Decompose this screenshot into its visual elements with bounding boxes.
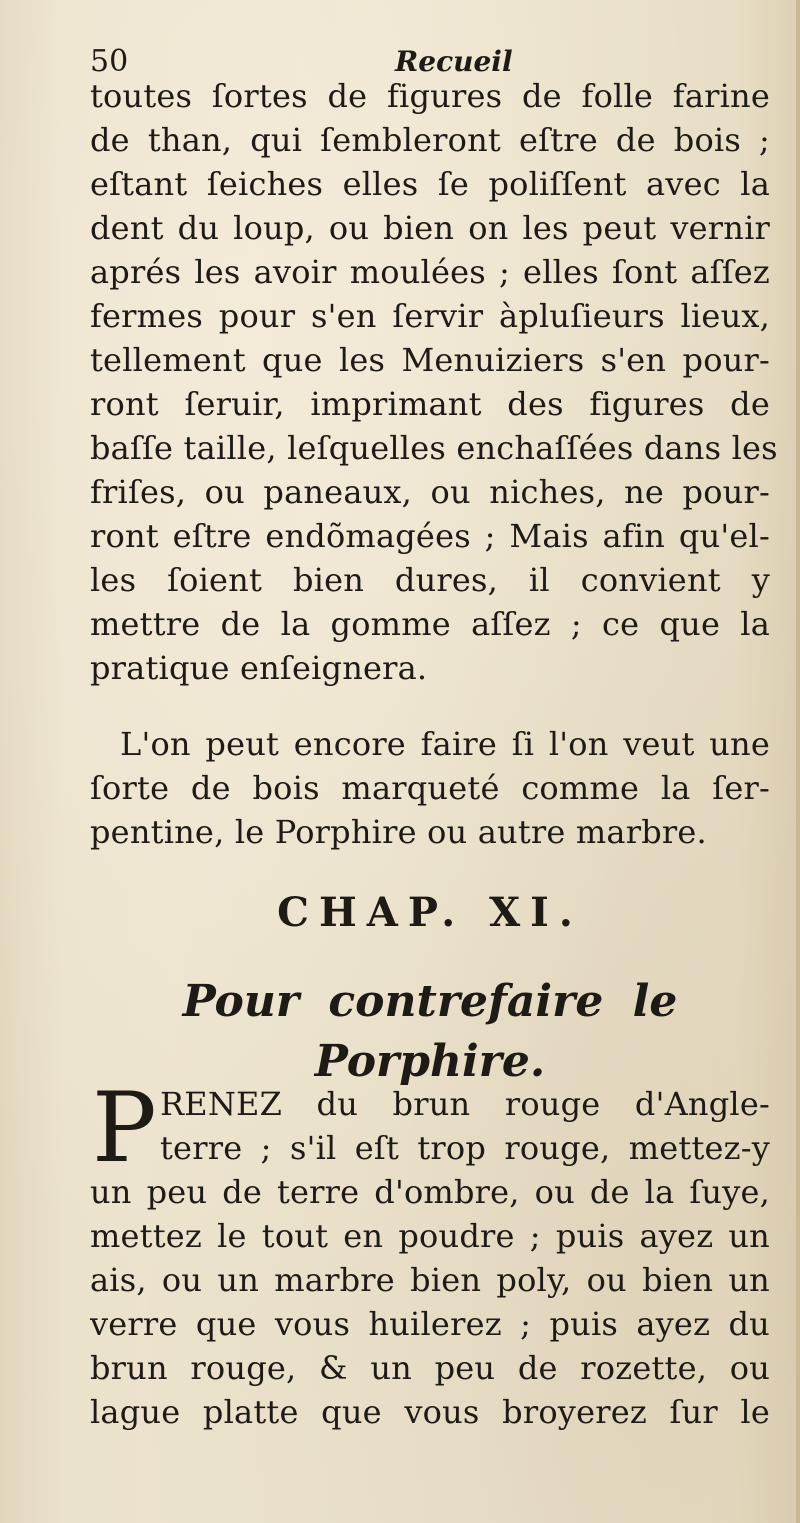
text-line: toutes ſortes de figures de folle farine <box>90 77 770 115</box>
text-line: RENEZ du brun rouge d'Angle- <box>160 1085 770 1123</box>
text-line: mettez le tout en poudre ; puis ayez un <box>90 1217 770 1255</box>
text-line: tellement que les Menuiziers s'en pour- <box>90 341 770 379</box>
paragraph-3 <box>90 1072 770 1434</box>
drop-cap: P <box>92 1072 157 1184</box>
text-line: friſes, ou paneaux, ou niches, ne pour- <box>90 473 770 511</box>
text-line: dent du loup, ou bien on les peut vernir <box>90 209 770 247</box>
text-line: baſſe taille, leſquelles enchaſſées dans les <box>90 429 778 467</box>
chapter-title: Pour contrefaire le Porphire. <box>182 976 678 1087</box>
chapter-heading: CHAP. XI. <box>277 889 583 936</box>
text-line: un peu de terre d'ombre, ou de la ſuye, <box>90 1173 770 1211</box>
text-line: lague platte que vous broyerez ſur le <box>90 1393 770 1431</box>
text-line: brun rouge, & un peu de rozette, ou <box>90 1349 770 1387</box>
paragraph-2 <box>90 722 770 854</box>
text-line: L'on peut encore faire ſi l'on veut une <box>120 725 770 763</box>
text-line: terre ; s'il eſt trop rouge, mettez-y <box>160 1129 770 1167</box>
text-line: aprés les avoir moulées ; elles ſont aſſez <box>90 253 770 291</box>
text-line: pentine, le Porphire ou autre marbre. <box>90 813 707 851</box>
text-line: ais, ou un marbre bien poly, ou bien un <box>90 1261 770 1299</box>
running-title: Recueil <box>395 45 513 78</box>
text-line: ront eſtre endõmagées ; Mais afin qu'el- <box>90 517 770 555</box>
text-line: les ſoient bien dures, il convient y <box>90 561 770 599</box>
text-line: verre que vous huilerez ; puis ayez du <box>90 1305 770 1343</box>
page-number: 50 <box>90 44 129 79</box>
text-line: pratique enſeignera. <box>90 649 428 687</box>
paragraph-1 <box>90 74 778 690</box>
text-line: ront ſeruir, imprimant des figures de <box>90 385 770 423</box>
text-line: de than, qui ſembleront eſtre de bois ; <box>90 121 770 159</box>
text-line: mettre de la gomme aſſez ; ce que la <box>90 605 770 643</box>
text-line: eſtant ſeiches elles ſe poliſſent avec la <box>90 165 770 203</box>
text-line: fermes pour s'en ſervir àpluſieurs lieux, <box>90 297 770 335</box>
page-edge <box>796 0 800 1523</box>
text-line: ſorte de bois marqueté comme la ſer- <box>90 769 770 807</box>
